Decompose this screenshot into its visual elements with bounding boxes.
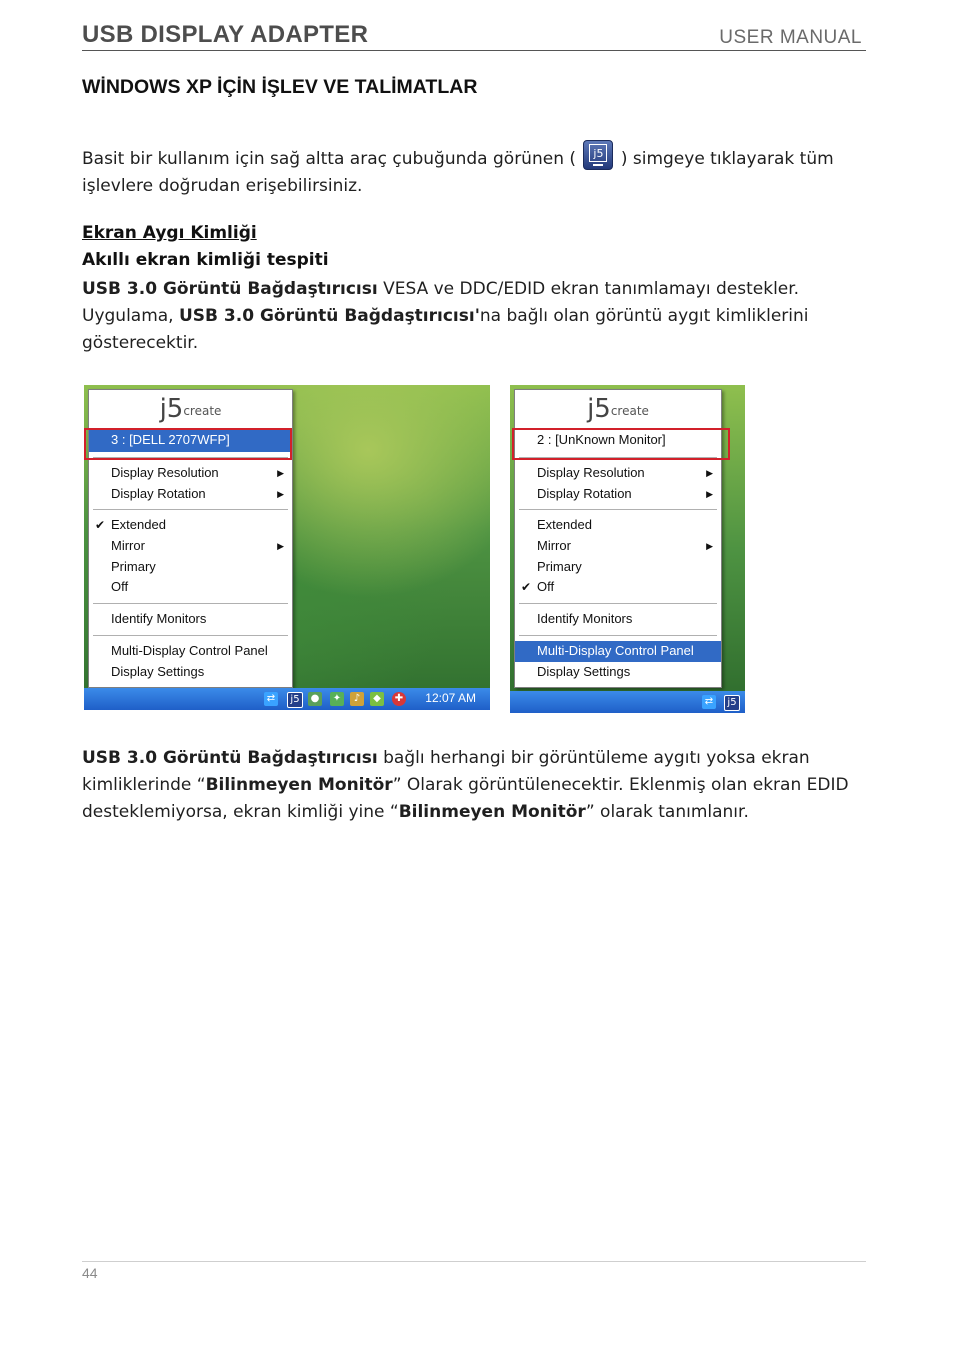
submenu-arrow-icon: ▶: [277, 541, 284, 552]
volume-icon[interactable]: ♪: [350, 692, 364, 706]
header-title: USB DISPLAY ADAPTER: [82, 21, 369, 48]
para1-text-2: na bağlı olan görüntü aygıt kimliklerini gösterecektir.: [82, 306, 809, 353]
menu-item-display-resolution[interactable]: Display Resolution ▶: [89, 463, 292, 484]
menu-item-multi-display-control-panel[interactable]: Multi-Display Control Panel: [515, 641, 721, 662]
intro-text-2: ) simgeye tıklayarak tüm işlevlere doğrudan erişebilirsiniz.: [82, 149, 834, 196]
tray-icon[interactable]: ◆: [370, 692, 384, 706]
page-number: 44: [82, 1265, 98, 1281]
submenu-arrow-icon: ▶: [277, 468, 284, 478]
taskbar-left: [84, 688, 490, 710]
j5-tray-icon[interactable]: j5: [287, 692, 303, 708]
paragraph-1: [82, 276, 882, 357]
header-subtitle: USER MANUAL: [719, 27, 862, 48]
menu-item-primary[interactable]: Primary: [111, 558, 156, 574]
submenu-arrow-icon: ▶: [706, 541, 713, 552]
footer-divider: [82, 1261, 866, 1262]
check-icon: ✔: [95, 518, 106, 533]
menu-item-identify-monitors[interactable]: Identify Monitors: [111, 611, 207, 627]
network-icon: ⇄: [264, 692, 278, 706]
submenu-arrow-icon: ▶: [706, 468, 713, 478]
intro-text-1: Basit bir kullanım için sağ altta araç çubuğunda görünen (: [82, 149, 577, 169]
menu-item-extended[interactable]: ✔ Extended: [89, 515, 292, 536]
monitor-id-item[interactable]: 3 : [DELL 2707WFP]: [89, 428, 292, 452]
menu-item-mirror[interactable]: Mirror ▶: [515, 536, 721, 557]
check-icon: ✔: [521, 580, 532, 595]
submenu-arrow-icon: ▶: [706, 488, 713, 499]
para2-text-3: ” olarak tanımlanır.: [585, 802, 749, 822]
section-title: WİNDOWS XP İÇİN İŞLEV VE TALİMATLAR: [82, 76, 478, 98]
para2-text-1: bağlı herhangi bir görüntüleme aygıtı yoksa ekran kimliklerinde “: [82, 748, 810, 795]
para2-bold-3: Bilinmeyen Monitör: [398, 802, 586, 822]
j5-logo: j5create: [159, 394, 222, 424]
screenshot-right: [510, 385, 745, 713]
para2-text-2: ” Olarak görüntülenecektir. Eklenmiş olan ekran EDID desteklemiyorsa, ekran kimliği yine “: [82, 775, 849, 822]
j5-logo: j5create: [587, 394, 649, 424]
menu-item-off[interactable]: Off: [111, 579, 129, 595]
menu-item-off[interactable]: ✔ Off: [515, 577, 721, 598]
j5-icon-text: j5: [589, 144, 607, 162]
page-header: [82, 20, 866, 51]
menu-item-display-settings[interactable]: Display Settings: [111, 663, 205, 679]
taskbar-right: [510, 691, 745, 713]
menu-item-extended[interactable]: Extended: [537, 517, 592, 533]
taskbar-clock: 12:07 AM: [425, 691, 476, 705]
menu-item-display-rotation[interactable]: Display Rotation ▶: [515, 484, 721, 505]
paragraph-2: [82, 745, 882, 826]
subheading-smart-id: Akıllı ekran kimliği tespiti: [82, 250, 329, 270]
menu-item-identify-monitors[interactable]: Identify Monitors: [537, 611, 633, 627]
menu-item-display-resolution[interactable]: Display Resolution ▶: [515, 463, 721, 484]
security-shield-icon[interactable]: ✚: [392, 692, 406, 706]
submenu-arrow-icon: ▶: [277, 488, 284, 499]
menu-item-display-rotation[interactable]: Display Rotation ▶: [89, 484, 292, 505]
menu-item-multi-display-control-panel[interactable]: Multi-Display Control Panel: [111, 642, 268, 658]
screenshot-left: [84, 385, 490, 710]
menu-item-display-settings[interactable]: Display Settings: [537, 663, 631, 679]
monitor-id-item[interactable]: 2 : [UnKnown Monitor]: [537, 432, 666, 447]
j5-tray-icon: [583, 140, 613, 170]
menu-item-primary[interactable]: Primary: [537, 558, 582, 574]
network-icon: ⇄: [702, 695, 716, 709]
tray-icon[interactable]: ●: [308, 692, 322, 706]
para1-text-1: VESA ve DDC/EDID ekran tanımlamayı destekler. Uygulama,: [82, 279, 800, 326]
highlight-box-right: [512, 428, 730, 460]
menu-item-mirror[interactable]: Mirror ▶: [89, 536, 292, 557]
para1-bold-2: USB 3.0 Görüntü Bağdaştırıcısı': [179, 306, 480, 326]
subheading-display-id: Ekran Aygı Kimliği: [82, 223, 257, 243]
para1-bold-1: USB 3.0 Görüntü Bağdaştırıcısı: [82, 279, 378, 299]
highlight-box-left: [84, 428, 292, 460]
para2-bold-1: USB 3.0 Görüntü Bağdaştırıcısı: [82, 748, 378, 768]
j5-tray-icon[interactable]: j5: [724, 695, 740, 711]
intro-paragraph: [82, 140, 882, 200]
para2-bold-2: Bilinmeyen Monitör: [205, 775, 393, 795]
tray-icon[interactable]: ✦: [330, 692, 344, 706]
